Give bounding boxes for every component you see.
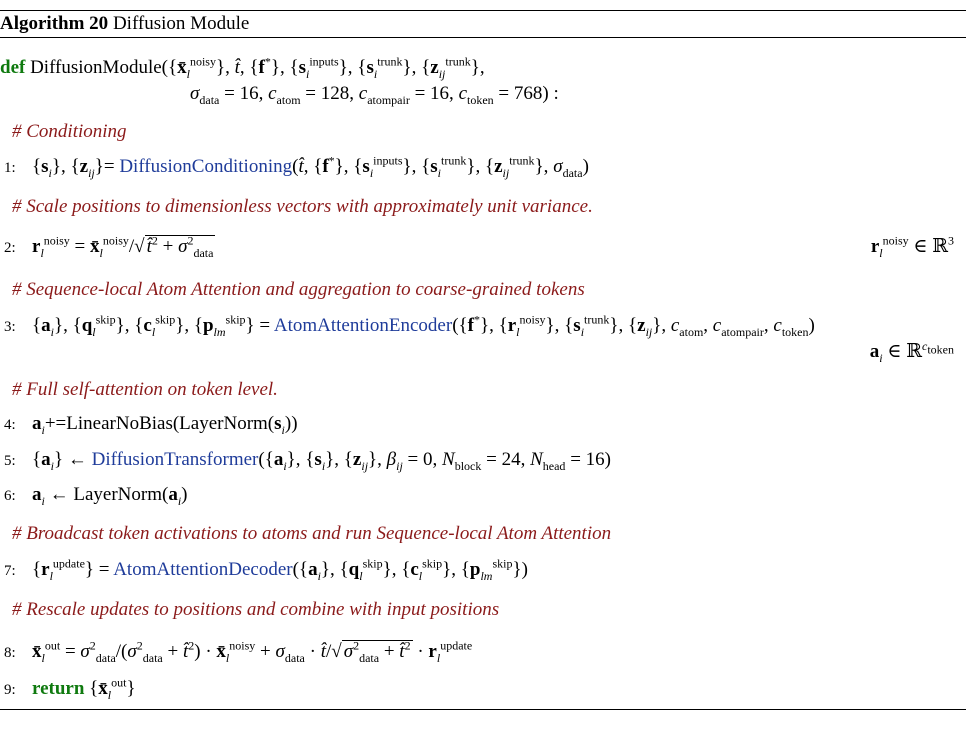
line-9: 9: return $\{x̄_l^{out}\}$ [4,675,136,702]
line-3: 3: $\{a_i\}$, $\{q_l^{skip}\}$, $\{c_l^{skip}\}$, $\{p_{lm}^{skip}\}$ = AtomAttentionEncoder({f*}, $\{r_l^{noisy}\}$, $\{s_i^{trunk}\}$, $\{z_{ij}\}$, $c_{atom}$, $c_{atompair}$, $c_{token}$) [4,312,815,339]
line-1: 1: $\{s_i\}$, $\{z_{ij}\}=$ DiffusionConditioning(t̂, {f*}, $\{s_i^{inputs}\}$, $\{s_i^{trunk}\}$, $\{z_{ij}^{trunk}\}$, $\sigma_{data}$) [4,153,589,180]
line-6: 6: $a_i$ ← $LayerNorm(a_i)$ [4,484,188,508]
fn-atom-attention-decoder: AtomAttentionDecoder [113,559,293,580]
signature-line-1 [0,56,966,80]
comment-full-self-attention: # Full self-attention on token level. [12,379,278,400]
function-name: DiffusionModule [30,57,162,78]
algorithm-title: Diffusion Module [112,13,250,34]
signature-params-1: ($\{x̄_l^{noisy}\}$, t̂, {f*}, $\{s_i^{inputs}\}$, $\{s_i^{trunk}\}$, $\{z_{ij}^{trunk}\}$, [161,54,485,81]
comment-scale: # Scale positions to dimensionless vectors with approximately unit variance. [12,196,593,217]
line-7: 7: $\{r_l^{update}\}$ = $AtomAttentionDecoder(\{a_i\}$, $\{q_l^{skip}\}$, $\{c_l^{skip}\}$, $\{p_{lm}^{skip}\}$) [4,556,528,583]
algorithm-header [0,12,966,36]
comment-conditioning: # Conditioning [12,121,127,142]
comment-broadcast: # Broadcast token activations to atoms and run Sequence-local Atom Attention [12,523,612,544]
line-2-annotation: $r_l^{noisy}$ ∈ ℝ$^3$ [870,233,954,260]
fn-diffusion-transformer: DiffusionTransformer [91,449,259,470]
bottom-rule [0,709,966,710]
fn-diffusion-conditioning: DiffusionConditioning [119,156,293,177]
line-3-annotation: $a_i$ ∈ ℝ$^{c_{token}}$ [869,338,954,365]
signature-line-2: $\sigma_{data} = 16$, $c_{atom} = 128$, $c_{atompair} = 16$, $c_{token} = 768$) : [190,83,559,107]
algorithm-number: Algorithm 20 [0,13,109,34]
header-rule [0,37,966,38]
line-8: 8: $x̄_l^{out} = \sigma^2_{data}/(\sigma^2_{data}$ + t̂$^2$) · $x̄_l^{noisy} + \sigma_{data}$ · t̂/√ $\sigma^2_{data}$ + t̂$^2$ · $r_l^{update}$ [4,638,473,665]
comment-rescale: # Rescale updates to positions and combine with input positions [12,599,500,620]
line-4: 4: $a_i+=LinearNoBias(LayerNorm(s_i))$ [4,413,298,437]
return-keyword: return [32,678,85,699]
line-5: 5: $\{a_i\}$ ← $DiffusionTransformer(\{a_i\}$, $\{s_i\}$, $\{z_{ij}\}$, $\beta_{ij} = 0$, $N_{block} = 24$, $N_{head} = 16$) [4,449,611,473]
comment-sequence-local: # Sequence-local Atom Attention and aggregation to coarse-grained tokens [12,279,585,300]
line-2: 2: $r_l^{noisy}$ = $x̄_l^{noisy}/√$ t̂$^2$ + $\sigma^2_{data}$ $r_l^{noisy}$ ∈ ℝ$^3$ [4,233,954,260]
def-keyword: def [0,57,26,78]
top-rule [0,10,966,11]
fn-atom-attention-encoder: AtomAttentionEncoder [273,315,453,336]
